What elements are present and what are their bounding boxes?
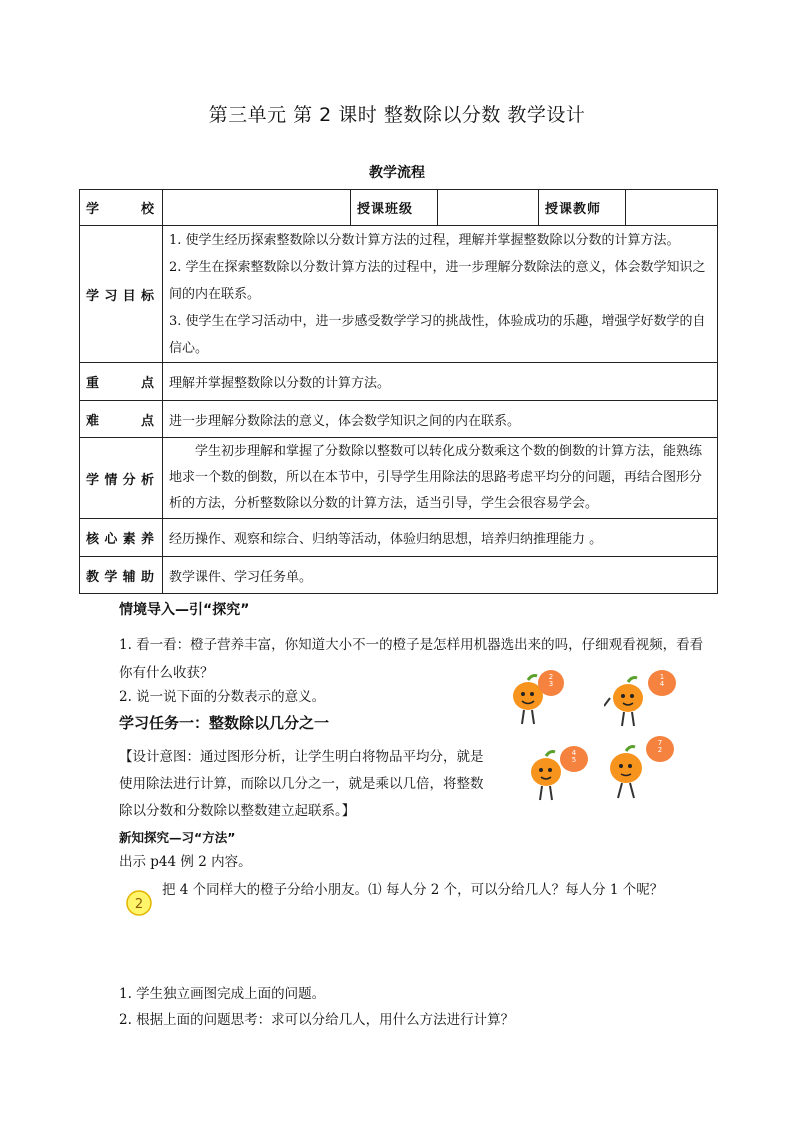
document-subtitle: 教学流程 <box>369 165 425 181</box>
fraction-bubble: 7 2 <box>646 736 674 762</box>
literacy-text: 经历操作、观察和综合、归纳等活动，体验归纳思想，培养归纳推理能力 。 <box>163 519 718 557</box>
show-example: 出示 p44 例 2 内容。 <box>119 854 252 870</box>
objective-item: 2. 学生在探索整数除以分数计算方法的过程中，进一步理解分数除法的意义，体会数学知识之间的内在联系。 <box>169 259 706 302</box>
document-title: 第三单元 第 2 课时 整数除以分数 教学设计 <box>208 104 586 126</box>
orange-character-icon <box>500 668 590 732</box>
step-2: 2. 根据上面的问题思考：求可以分给几人，用什么方法进行计算？ <box>119 1012 515 1028</box>
task1-heading: 学习任务一：整数除以几分之一 <box>119 714 330 732</box>
orange-character-icon <box>604 668 694 732</box>
difficulty-text: 进一步理解分数除法的意义，体会数学知识之间的内在联系。 <box>163 401 718 438</box>
intro-item-1: 1. 看一看：橙子营养丰富，你知道大小不一的橙子是怎样用机器选出来的吗，仔细观看视频，看看你有什么收获？ <box>119 637 704 681</box>
fraction-bubble: 4 5 <box>560 746 588 772</box>
orange-character-icon <box>500 742 590 808</box>
analysis-label: 学情分析 <box>80 438 163 519</box>
school-value <box>163 190 351 226</box>
key-label: 重 点 <box>80 363 163 401</box>
teacher-value <box>626 190 718 226</box>
objective-item: 1. 使学生经历探索整数除以分数计算方法的过程，理解并掌握整数除以分数的计算方法。 <box>169 232 680 248</box>
number-badge-icon <box>124 888 154 918</box>
objectives-label: 学习目标 <box>80 226 163 363</box>
table-row <box>80 438 718 519</box>
table-row <box>80 519 718 557</box>
table-row <box>80 190 718 226</box>
fraction-bubble: 2 3 <box>538 670 564 696</box>
aids-label: 教学辅助 <box>80 557 163 594</box>
teacher-label: 授课教师 <box>539 190 626 226</box>
aids-text: 教学课件、学习任务单。 <box>163 557 718 594</box>
fraction-bubble: 1 4 <box>648 670 676 696</box>
objectives-cell <box>163 226 718 363</box>
table-row <box>80 363 718 401</box>
intro-item-2: 2. 说一说下面的分数表示的意义。 <box>119 689 326 705</box>
design-intent: 【设计意图：通过图形分析，让学生明白将物品平均分，就是使用除法进行计算，而除以几分之一，就是乘以几倍，将整数除以分数和分数除以整数建立起联系。】 <box>119 749 484 819</box>
problem-number: 2 <box>134 897 144 912</box>
literacy-label: 核心素养 <box>80 519 163 557</box>
class-label: 授课班级 <box>351 190 438 226</box>
table-row <box>80 226 718 363</box>
analysis-text: 学生初步理解和掌握了分数除以整数可以转化成分数乘这个数的倒数的计算方法，能熟练地求一个数的倒数，所以在本节中，引导学生用除法的思路考虑平均分的问题，再结合图形分析的方法，分析整数除以分数的计算方法，适当引导，学生会很容易学会。 <box>163 438 718 519</box>
problem-text: 把 4 个同样大的橙子分给小朋友。⑴ 每人分 2 个，可以分给几人？每人分 1 个呢？ <box>162 882 664 898</box>
table-row <box>80 401 718 438</box>
step-1: 1. 学生独立画图完成上面的问题。 <box>119 986 326 1002</box>
difficulty-label: 难 点 <box>80 401 163 438</box>
school-label: 学 校 <box>80 190 163 226</box>
explore-heading: 新知探究—习“方法” <box>119 830 236 845</box>
class-value <box>438 190 539 226</box>
lesson-plan-table <box>79 189 718 594</box>
table-row <box>80 557 718 594</box>
intro-heading: 情境导入—引“探究” <box>119 602 250 618</box>
orange-character-icon <box>598 736 688 806</box>
objective-item: 3. 使学生在学习活动中，进一步感受数学学习的挑战性，体验成功的乐趣，增强学好数学的自信心。 <box>169 313 706 356</box>
key-text: 理解并掌握整数除以分数的计算方法。 <box>163 363 718 401</box>
